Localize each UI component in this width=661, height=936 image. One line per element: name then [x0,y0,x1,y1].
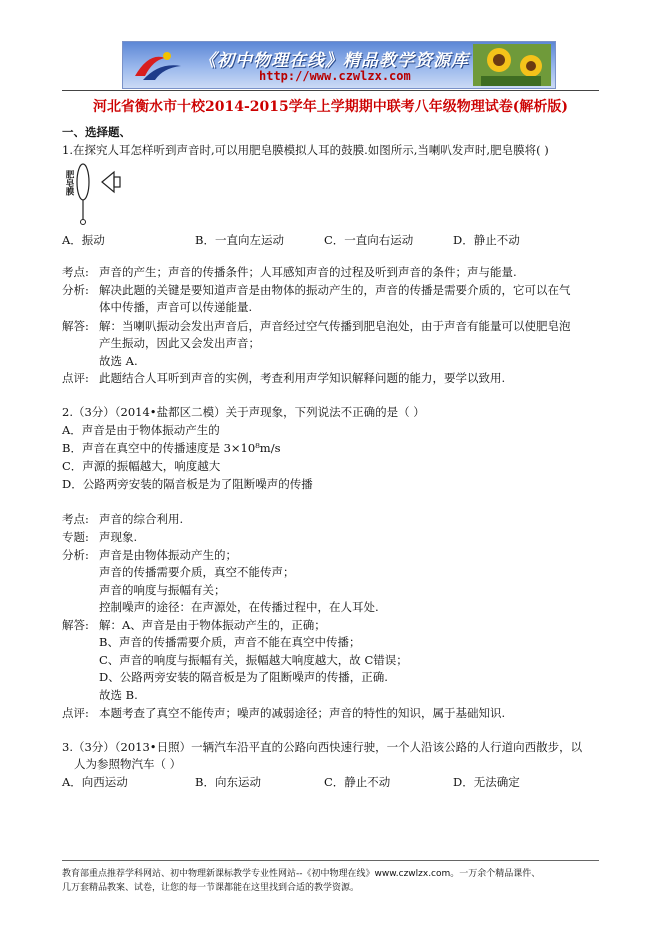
footer-line: 几万套精品教案、试卷，让您的每一节课都能在这里找到合适的教学资源。 [62,883,360,893]
q2-option-c: C．声源的振幅越大，响度越大 [62,459,221,473]
q1-kaodian: 声音的产生；声音的传播条件；人耳感知声音的过程及听到声音的条件；声与能量. [99,265,517,279]
q1-fenxi-line: 体中传播，声音可以传递能量. [99,300,253,314]
q2-fenxi-line: 声音的响度与振幅有关； [99,583,226,597]
q2-jieda-line: 解：A、声音是由于物体振动产生的，正确； [99,618,326,632]
header-banner [122,41,556,89]
q2-kaodian: 声音的综合利用. [99,512,184,526]
figure-label: 肥皂膜 [64,170,74,196]
q1-option-a: A．振动 [62,233,105,247]
q2-jieda-line: B、声音的传播需要介质，声音不能在真空中传播； [99,635,361,649]
q3-option-a: A．向西运动 [62,775,128,789]
q1-option-b: B．一直向左运动 [195,233,284,247]
section-heading: 一、选择题、 [62,125,131,139]
q2-kaodian-label: 考点: [62,512,89,526]
q1-stem: 1.在探究人耳怎样听到声音时,可以用肥皂膜模拟人耳的鼓膜.如图所示,当喇叭发声时,肥皂膜将( ) [62,143,549,157]
q2-option-b: B．声音在真空中的传播速度是 3×10⁸m/s [62,441,281,455]
q2-dianping-label: 点评: [62,706,89,720]
q3-option-c: C．静止不动 [324,775,391,789]
banner-url: http://www.czwlzx.com [259,69,411,83]
q1-jieda-line: 解：当喇叭振动会发出声音后，声音经过空气传播到肥皂泡处，由于声音有能量可以使肥皂泡 [99,319,571,333]
q1-option-c: C．一直向右运动 [324,233,414,247]
site-logo-icon [127,46,187,84]
q2-jieda-label: 解答: [62,618,89,632]
q2-zhuanti-label: 专题: [62,530,89,544]
q1-jieda-line: 故选 A. [99,354,138,368]
q2-zhuanti: 声现象. [99,530,138,544]
q2-option-a: A．声音是由于物体振动产生的 [62,423,220,437]
q2-dianping: 本题考查了真空不能传声；噪声的减弱途径；声音的特性的知识，属于基础知识. [99,706,506,720]
q2-fenxi-line: 声音的传播需要介质，真空不能传声； [99,565,295,579]
q3-option-d: D．无法确定 [453,775,520,789]
q1-fenxi-label: 分析: [62,283,89,297]
q1-jieda-label: 解答: [62,319,89,333]
q2-fenxi-line: 控制噪声的途径：在声源处，在传播过程中，在人耳处. [99,600,379,614]
q2-jieda-line: D、公路两旁安装的隔音板是为了阻断噪声的传播，正确. [99,670,388,684]
q1-fenxi-line: 解决此题的关键是要知道声音是由物体的振动产生的，声音的传播是需要介质的，它可以在气 [99,283,571,297]
footer-rule [62,860,599,861]
footer-line: 教育部重点推荐学科网站、初中物理新课标教学专业性网站--《初中物理在线》www.czwlzx.com。一万余个精品课件、 [62,869,541,879]
q2-fenxi-line: 声音是由物体振动产生的； [99,548,237,562]
q1-jieda-line: 产生振动，因此又会发出声音； [99,336,260,350]
banner-title: 《初中物理在线》精品教学资源库 [199,51,469,71]
page-title: 河北省衡水市十校2014-2015学年上学期期中联考八年级物理试卷(解析版) [93,99,568,115]
q2-stem: 2.（3分）（2014•盐都区二模）关于声现象，下列说法不正确的是（ ） [62,405,425,419]
q2-jieda-line: C、声音的响度与振幅有关，振幅越大响度越大，故 C错误； [99,653,408,667]
q1-option-d: D．静止不动 [453,233,520,247]
q3-stem-line: 人为参照物汽车（ ） [74,757,182,771]
q1-dianping: 此题结合人耳听到声音的实例，考查利用声学知识解释问题的能力，要学以致用. [99,371,506,385]
q2-jieda-line: 故选 B. [99,688,138,702]
q2-fenxi-label: 分析: [62,548,89,562]
header-rule [62,90,599,91]
sunflower-icon [473,44,551,86]
q3-stem-line: 3.（3分）（2013•日照）一辆汽车沿平直的公路向西快速行驶，一个人沿该公路的人行道向西散步，以 [62,740,583,754]
q1-dianping-label: 点评: [62,371,89,385]
q1-kaodian-label: 考点: [62,265,89,279]
q3-option-b: B．向东运动 [195,775,261,789]
q2-option-d: D．公路两旁安装的隔音板是为了阻断噪声的传播 [62,477,313,491]
